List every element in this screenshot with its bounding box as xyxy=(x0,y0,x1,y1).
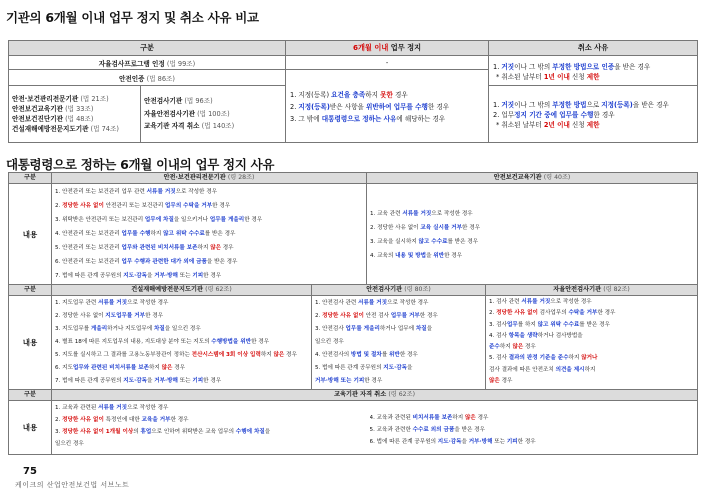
comparison-table xyxy=(8,40,698,143)
b-header: 안전보건교육기관 (령 40조) xyxy=(367,173,698,184)
row-self-inspection: 자율검사프로그램 인정 (법 99조) xyxy=(9,56,286,70)
suspension-table xyxy=(8,172,698,455)
list-item: 2. 정당한 사유 없이 특정인에 대한 교육을 거부한 경우 xyxy=(55,417,189,423)
list-item: 2. 정당한 사유 없이 안전 검사 업무를 거부한 경우 xyxy=(315,313,438,319)
list-item: 5. 교육과 관련한 수수료 외의 금품을 받은 경우 xyxy=(369,427,485,433)
a-header: 안전·보건관리전문기관 (령 28조) xyxy=(52,173,367,184)
section-title-suspension: 대통령령으로 정하는 6개월 이내의 업무 정지 사유 xyxy=(6,157,275,172)
c-items xyxy=(52,296,312,390)
row-cert-cancel: 1. 거짓이나 그 밖의 부정한 방법으로 인증을 받은 경우 * 취소된 날부터 1년 이내 신청 제한 xyxy=(489,56,698,86)
page-number: 75 xyxy=(23,466,37,477)
e-header: 자율안전검사기관 (령 82조) xyxy=(486,285,698,296)
list-item: 일으킨 경우 xyxy=(55,441,84,447)
list-item: 5. 지도를 실시하고 그 결과를 고용노동부장관이 정하는 전산시스템에 3회 이상 입력하지 않은 경우 xyxy=(55,352,297,358)
list-item: 준수하지 않은 경우 xyxy=(489,344,536,351)
list-item: 4. 교육의 내용 및 방법을 위반한 경우 xyxy=(370,253,463,259)
list-item: 6. 지도업무와 관련된 비치서류를 보존하지 않은 경우 xyxy=(55,365,186,371)
section-title-comparison: 기관의 6개월 이내 업무 정지 및 취소 사유 비교 xyxy=(6,10,259,25)
f-left-items xyxy=(52,401,367,455)
list-item: 1. 검사 관련 서류를 거짓으로 작성한 경우 xyxy=(489,299,592,305)
list-item: 5. 검사 결과의 판정 기준을 준수하지 않거나 xyxy=(489,355,598,362)
list-item: 6. 안전관리 또는 보건관리 업무 수행과 관련한 대가 외에 금품을 받은 경우 xyxy=(55,259,238,265)
list-item: 일으킨 경우 xyxy=(315,339,344,345)
list-item: 4. 별표 18에 따른 지도업무의 내용, 지도대상 분야 또는 지도의 수행방법을 위반한 경우 xyxy=(55,339,270,345)
list-item: 2. 정당한 사유 없이 교육 실시를 거부한 경우 xyxy=(370,225,481,231)
agency-list-right: 안전검사기관 (법 96조) 자율안전검사기관 (법 100조) 교육기관 자격 취소 (법 140조) xyxy=(141,86,286,143)
list-item: 1. 교육과 관련된 서류를 거짓으로 작성한 경우 xyxy=(55,405,169,411)
row1-suspend-cell: - xyxy=(286,56,489,70)
row-safety-cert: 안전인증 (법 86조) xyxy=(9,70,286,86)
b-items xyxy=(367,184,698,285)
gubun-header-2: 구분 xyxy=(9,285,52,296)
list-item: 거부·방해 또는 기피한 경우 xyxy=(315,378,383,384)
list-item: 6. 법에 따른 관계 공무원의 지도·감독을 거부·방해 또는 기피한 경우 xyxy=(369,439,536,445)
list-item: 2. 정당한 사유 없이 안전관리 또는 보건관리 업무의 수탁을 거부한 경우 xyxy=(55,203,231,209)
content-label-a: 내용 xyxy=(9,184,52,285)
a-items xyxy=(52,184,367,285)
list-item: 3. 지도업무를 게을리하거나 지도업무에 차질을 일으킨 경우 xyxy=(55,326,201,332)
agency-cancel: 1. 거짓이나 그 밖의 부정한 방법으로 지정(등록)을 받은 경우 2. 업무정지 기간 중에 업무를 수행한 경우 * 취소된 날부터 2년 이내 신청 제한 xyxy=(489,86,698,143)
list-item: 7. 법에 따른 관계 공무원의 지도·감독을 거부·방해 또는 기피한 경우 xyxy=(55,378,222,384)
list-item: 3. 교육을 실시하지 않고 수수료를 받은 경우 xyxy=(370,239,479,245)
c-header: 건설재해예방전문지도기관 (령 62조) xyxy=(52,285,312,296)
list-item: 않은 경우 xyxy=(489,378,513,385)
list-item: 4. 안전검사의 방법 및 절차를 위반한 경우 xyxy=(315,352,418,358)
content-label-c: 내용 xyxy=(9,296,52,390)
list-item: 3. 안전검사 업무를 게을리하거나 업무에 차질을 xyxy=(315,326,433,332)
list-item: 2. 정당한 사유 없이 검사업무의 수탁을 거부한 경우 xyxy=(489,310,616,317)
list-item: 1. 교육 관련 서류를 거짓으로 작성한 경우 xyxy=(370,211,473,217)
footer-caption: 케이크의 산업안전보건법 서브노트 xyxy=(15,481,130,489)
list-item: 5. 법에 따른 관계 공무원의 지도·감독을 xyxy=(315,365,413,371)
list-item: 7. 법에 따른 관계 공무원의 지도·감독을 거부·방해 또는 기피한 경우 xyxy=(55,273,222,279)
agency-list-left: 안전·보건관리전문기관 (법 21조) 안전보건교육기관 (법 33조) 안전보건진단기관 (법 48조) 건설재해예방전문지도기관 (법 74조) xyxy=(9,86,141,143)
list-item: 3. 위탁받은 안전관리 또는 보건관리 업무에 차질을 일으키거나 업무를 게을리한 경우 xyxy=(55,217,263,223)
gubun-header: 구분 xyxy=(9,173,52,184)
header-cancel: 취소 사유 xyxy=(489,41,698,56)
list-item: 3. 검사업무를 하지 않고 위탁 수수료를 받은 경우 xyxy=(489,321,610,328)
content-label-f: 내용 xyxy=(9,401,52,455)
list-item: 1. 안전검사 관련 서류를 거짓으로 작성한 경우 xyxy=(315,300,429,306)
gubun-header-3: 구분 xyxy=(9,390,52,401)
list-item: 5. 안전관리 또는 보건관리 업무와 관련된 비치서류를 보존하지 않은 경우 xyxy=(55,245,234,251)
list-item: 4. 안전관리 또는 보건관리 업무를 수행하지 않고 위탁 수수료를 받은 경우 xyxy=(55,231,236,237)
list-item: 4. 교육과 관련된 비치서류를 보존하지 않은 경우 xyxy=(369,415,489,421)
list-item: 1. 안전관리 또는 보건관리 업무 관련 서류를 거짓으로 작성한 경우 xyxy=(55,189,218,195)
list-item: 4. 검사 항목을 생략하거나 검사방법을 xyxy=(489,332,583,339)
suspend-reasons: 1. 지정(등록) 요건을 충족하지 못한 경우 2. 지정(등록)받은 사항을 위반하여 업무를 수행한 경우 3. 그 밖에 대통령령으로 정하는 사유에 해당하는 경우 xyxy=(286,70,489,143)
d-items xyxy=(312,296,486,390)
f-right-items xyxy=(367,401,698,455)
list-item: 검사 결과에 따른 안전조치 의견을 제시하지 xyxy=(489,366,596,373)
list-item: 1. 지도업무 관련 서류를 거짓으로 작성한 경우 xyxy=(55,300,169,306)
list-item: 2. 정당한 사유 없이 지도업무를 거부한 경우 xyxy=(55,313,164,319)
d-header: 안전검사기관 (령 80조) xyxy=(312,285,486,296)
f-header: 교육기관 자격 취소 (령 62조) xyxy=(52,390,698,401)
header-gubun: 구분 xyxy=(9,41,286,56)
e-items xyxy=(486,296,698,390)
header-suspend: 6개월 이내 업무 정지 xyxy=(286,41,489,56)
list-item: 3. 정당한 사유 없이 1개월 이상의 휴업으로 인하여 위탁받은 교육 업무의 수행에 차질을 xyxy=(55,429,271,435)
